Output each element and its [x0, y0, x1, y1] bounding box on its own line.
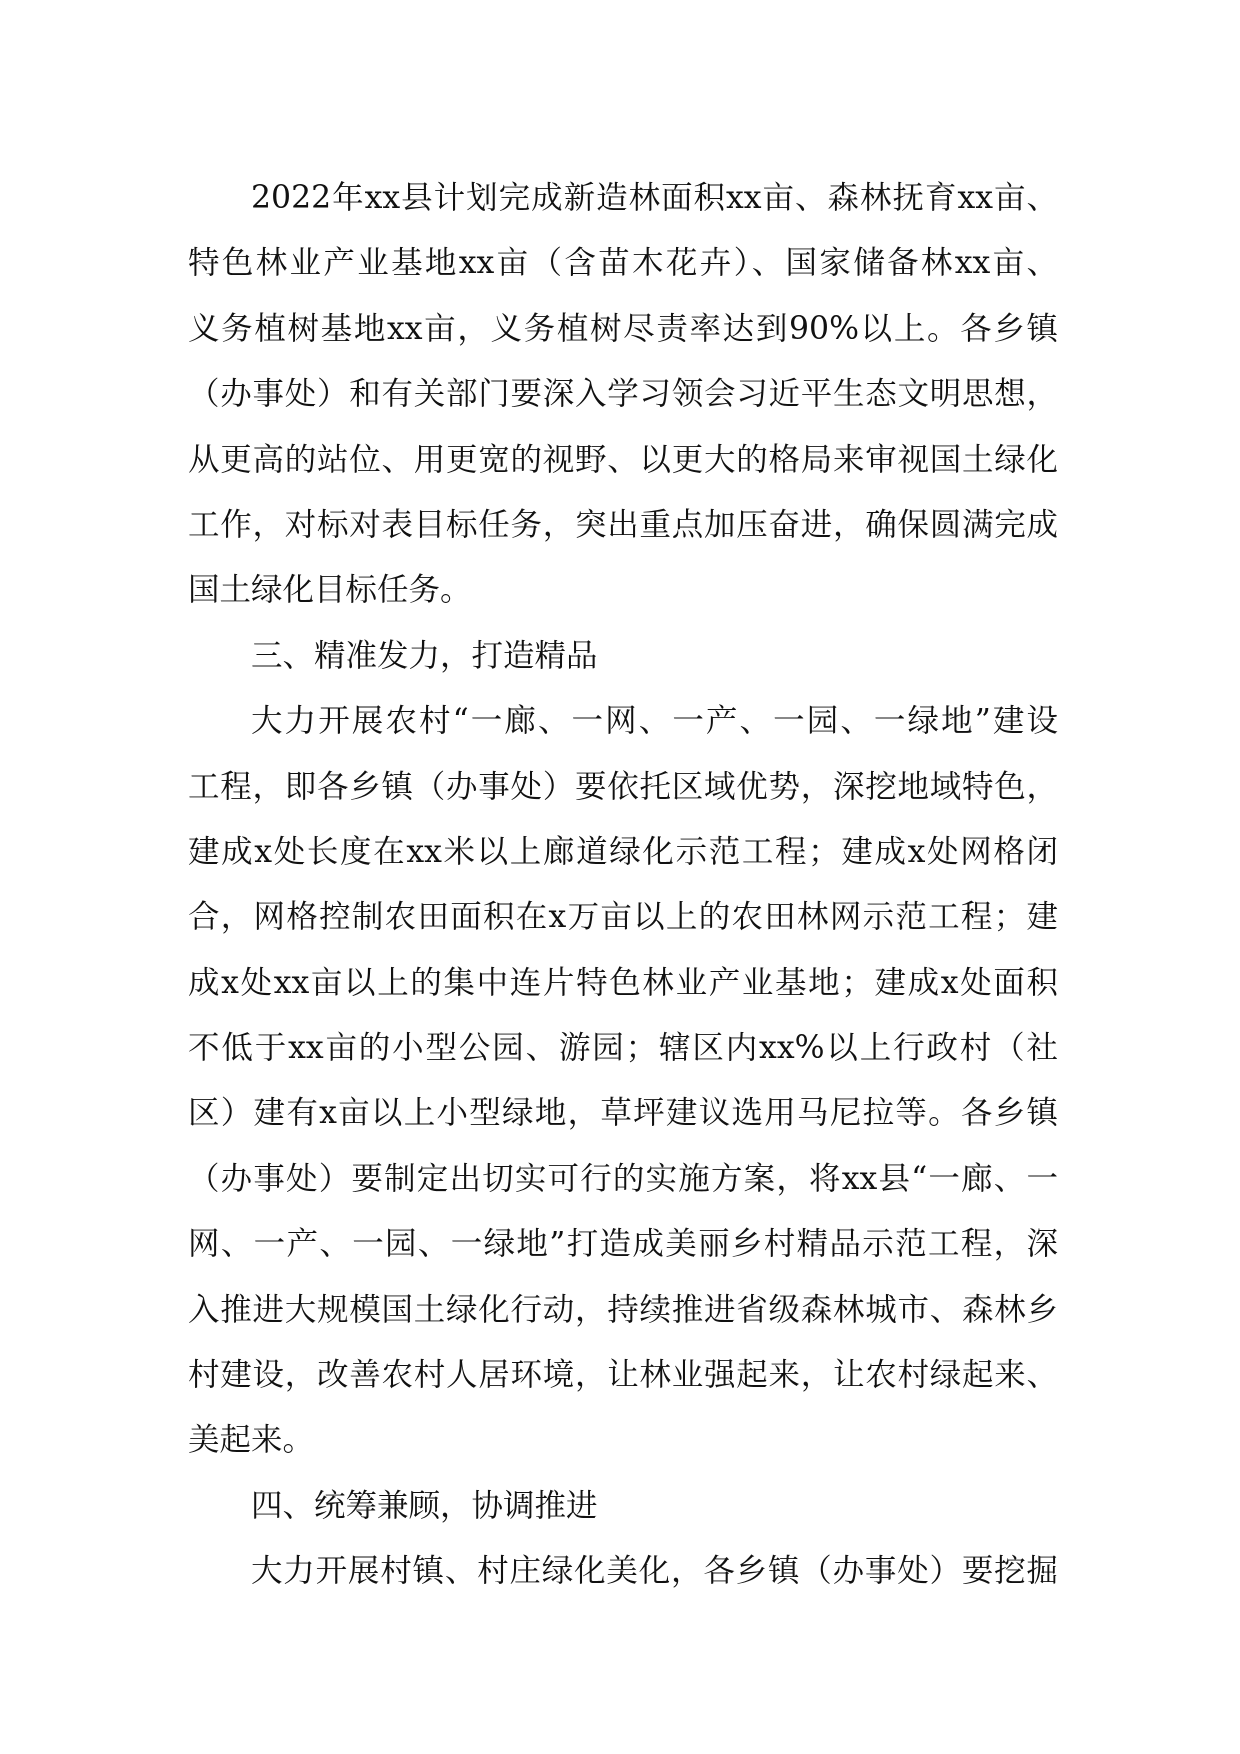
body-line: 村建设，改善农村人居环境，让林业强起来，让农村绿起来、 — [188, 1357, 1058, 1394]
body-line: 2022年xx县计划完成新造林面积xx亩、森林抚育xx亩、 — [251, 180, 1058, 216]
section-heading-3: 三、精准发力，打造精品 — [251, 637, 598, 674]
body-line: 网、一产、一园、一绿地”打造成美丽乡村精品示范工程，深 — [188, 1226, 1058, 1263]
body-line: 区）建有x亩以上小型绿地，草坪建议选用马尼拉等。各乡镇 — [188, 1095, 1058, 1132]
body-line: （办事处）和有关部门要深入学习领会习近平生态文明思想， — [188, 376, 1058, 413]
body-line: 工程，即各乡镇（办事处）要依托区域优势，深挖地域特色， — [188, 768, 1058, 805]
body-line: 建成x处长度在xx米以上廊道绿化示范工程；建成x处网格闭 — [188, 833, 1058, 870]
body-line: 义务植树基地xx亩，义务植树尽责率达到90%以上。各乡镇 — [188, 310, 1058, 347]
body-line: 工作，对标对表目标任务，突出重点加压奋进，确保圆满完成 — [188, 506, 1058, 543]
body-line: 入推进大规模国土绿化行动，持续推进省级森林城市、森林乡 — [188, 1291, 1058, 1328]
section-heading-4: 四、统筹兼顾，协调推进 — [251, 1487, 598, 1524]
body-line: 特色林业产业基地xx亩（含苗木花卉）、国家储备林xx亩、 — [188, 245, 1058, 282]
body-line: 从更高的站位、用更宽的视野、以更大的格局来审视国土绿化 — [188, 441, 1058, 478]
body-line: 合，网格控制农田面积在x万亩以上的农田林网示范工程；建 — [188, 899, 1058, 936]
body-line: （办事处）要制定出切实可行的实施方案，将xx县“一廊、一 — [188, 1160, 1058, 1197]
body-line: 美起来。 — [188, 1422, 315, 1459]
document-body — [188, 166, 1058, 1605]
body-line: 成x处xx亩以上的集中连片特色林业产业基地；建成x处面积 — [188, 964, 1058, 1001]
body-line: 大力开展村镇、村庄绿化美化，各乡镇（办事处）要挖掘 — [251, 1553, 1058, 1590]
body-line: 大力开展农村“一廊、一网、一产、一园、一绿地”建设 — [251, 703, 1058, 740]
body-line: 不低于xx亩的小型公园、游园；辖区内xx%以上行政村（社 — [188, 1030, 1058, 1067]
body-line: 国土绿化目标任务。 — [188, 572, 472, 609]
